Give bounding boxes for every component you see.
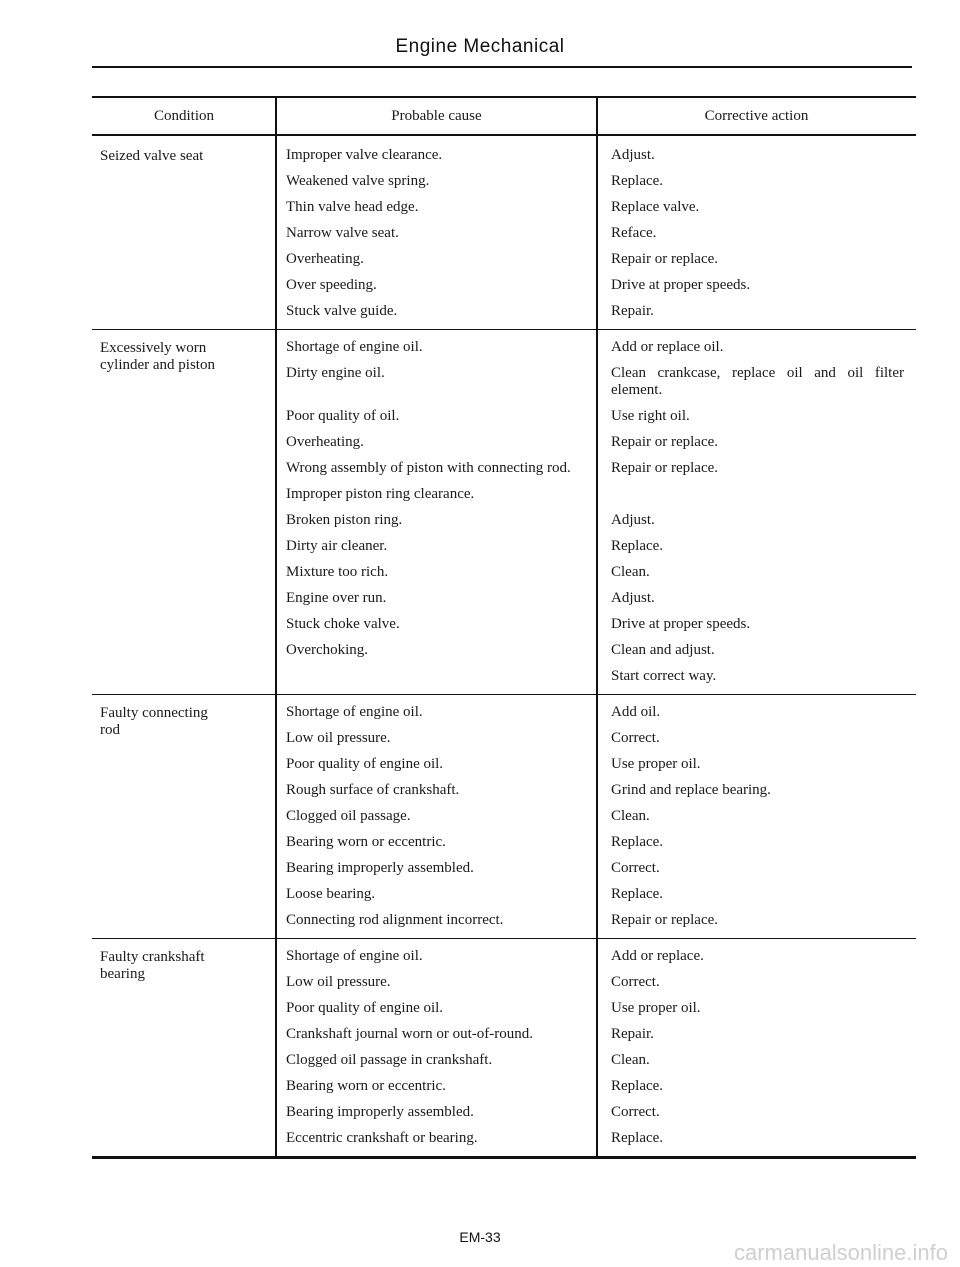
cause-item: Poor quality of engine oil. <box>286 999 444 1016</box>
action-item: Drive at proper speeds. <box>611 276 751 293</box>
cause-item: Clogged oil passage in crankshaft. <box>286 1051 493 1068</box>
cause-item: Eccentric crankshaft or bearing. <box>286 1129 478 1146</box>
action-item: Reface. <box>611 224 657 241</box>
cause-item: Overchoking. <box>286 641 369 658</box>
column-header-probable-cause: Probable cause <box>391 107 482 124</box>
action-item: Start correct way. <box>611 667 717 684</box>
column-divider <box>596 98 598 1156</box>
cause-item: Shortage of engine oil. <box>286 703 423 720</box>
page-header-title: Engine Mechanical <box>395 36 565 57</box>
cause-item: Bearing improperly assembled. <box>286 859 474 876</box>
cause-item: Bearing worn or eccentric. <box>286 833 446 850</box>
column-divider <box>275 98 277 1156</box>
action-item: Correct. <box>611 1103 660 1120</box>
cause-item: Poor quality of oil. <box>286 407 400 424</box>
action-item: Drive at proper speeds. <box>611 615 751 632</box>
cause-item: Low oil pressure. <box>286 973 391 990</box>
cause-item: Over speeding. <box>286 276 377 293</box>
action-item: Correct. <box>611 729 660 746</box>
table-group <box>92 136 916 329</box>
action-item: Use proper oil. <box>611 755 701 772</box>
corrective-action-cell <box>597 147 916 320</box>
cause-item: Narrow valve seat. <box>286 224 399 241</box>
watermark: carmanualsonline.info <box>733 1240 948 1265</box>
action-item: Replace. <box>611 833 664 850</box>
cause-item: Loose bearing. <box>286 885 376 902</box>
column-header-condition: Condition <box>153 107 214 124</box>
probable-cause-cell <box>276 339 597 685</box>
cause-item: Connecting rod alignment incorrect. <box>286 911 504 928</box>
action-item: Use proper oil. <box>611 999 701 1016</box>
cause-item: Stuck valve guide. <box>286 302 398 319</box>
action-item: Adjust. <box>611 146 655 163</box>
action-item: Repair. <box>611 1025 654 1042</box>
condition-cell: Faulty connecting rod <box>100 704 208 738</box>
table-group <box>92 938 916 1156</box>
action-item: Clean. <box>611 1051 650 1068</box>
probable-cause-cell <box>276 704 597 929</box>
action-item: Adjust. <box>611 589 655 606</box>
action-item: Correct. <box>611 859 660 876</box>
condition-cell: Faulty crankshaft bearing <box>100 948 205 982</box>
condition-cell: Seized valve seat <box>100 147 204 164</box>
action-item: Repair or replace. <box>611 911 719 928</box>
action-item: Grind and replace bearing. <box>611 781 771 798</box>
cause-item: Wrong assembly of piston with connecting rod. <box>286 459 571 476</box>
cause-item: Shortage of engine oil. <box>286 947 423 964</box>
cause-item: Mixture too rich. <box>286 563 389 580</box>
action-item: Correct. <box>611 973 660 990</box>
cause-item: Dirty engine oil. <box>286 364 385 381</box>
action-item: Adjust. <box>611 511 655 528</box>
action-item: Repair or replace. <box>611 459 719 476</box>
cause-item: Crankshaft journal worn or out-of-round. <box>286 1025 534 1042</box>
cause-item: Thin valve head edge. <box>286 198 419 215</box>
action-item: Clean. <box>611 563 650 580</box>
cause-item: Improper valve clearance. <box>286 146 443 163</box>
cause-item: Improper piston ring clearance. <box>286 485 475 502</box>
action-item: Replace valve. <box>611 198 700 215</box>
probable-cause-cell <box>276 147 597 320</box>
corrective-action-cell <box>597 948 916 1147</box>
cause-item: Shortage of engine oil. <box>286 338 423 355</box>
action-item: Repair or replace. <box>611 250 719 267</box>
table-group <box>92 694 916 938</box>
action-item: Replace. <box>611 1077 664 1094</box>
cause-item: Stuck choke valve. <box>286 615 400 632</box>
corrective-action-cell <box>597 339 916 685</box>
column-header-corrective-action: Corrective action <box>704 107 809 124</box>
cause-item: Weakened valve spring. <box>286 172 430 189</box>
cause-item: Overheating. <box>286 433 364 450</box>
cause-item: Clogged oil passage. <box>286 807 411 824</box>
probable-cause-cell <box>276 948 597 1147</box>
action-item: Clean and adjust. <box>611 641 715 658</box>
action-item: Replace. <box>611 1129 664 1146</box>
action-item: Clean crankcase, replace oil and oil filter element. <box>611 364 904 398</box>
action-item: Add oil. <box>611 703 661 720</box>
cause-item: Engine over run. <box>286 589 387 606</box>
cause-item: Broken piston ring. <box>286 511 403 528</box>
action-item: Repair. <box>611 302 654 319</box>
table-group <box>92 329 916 694</box>
cause-item: Bearing improperly assembled. <box>286 1103 474 1120</box>
troubleshooting-table <box>92 96 916 1159</box>
table-header-row <box>92 98 916 134</box>
cause-item: Low oil pressure. <box>286 729 391 746</box>
action-item: Replace. <box>611 537 664 554</box>
action-item: Use right oil. <box>611 407 690 424</box>
action-item: Repair or replace. <box>611 433 719 450</box>
page-number: EM-33 <box>459 1229 501 1245</box>
cause-item: Rough surface of crankshaft. <box>286 781 460 798</box>
corrective-action-cell <box>597 704 916 929</box>
cause-item: Dirty air cleaner. <box>286 537 388 554</box>
action-item: Add or replace oil. <box>611 338 724 355</box>
condition-cell: Excessively worn cylinder and piston <box>100 339 215 373</box>
cause-item: Bearing worn or eccentric. <box>286 1077 446 1094</box>
action-item: Replace. <box>611 172 664 189</box>
action-item: Replace. <box>611 885 664 902</box>
action-item: Add or replace. <box>611 947 704 964</box>
action-item: Clean. <box>611 807 650 824</box>
header-rule <box>92 66 912 68</box>
cause-item: Poor quality of engine oil. <box>286 755 444 772</box>
cause-item: Overheating. <box>286 250 364 267</box>
